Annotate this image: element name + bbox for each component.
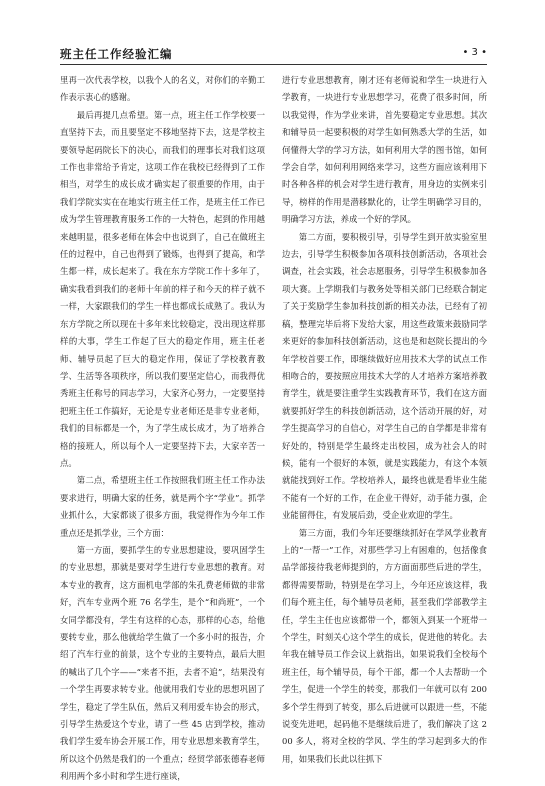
paragraph: 第二点，希望班主任工作按照我们班主任工作办法要求进行，明确大家的任务，就是两个字“学业”。抓学业抓什么，大家都谈了很多方面，我觉得作为今年工作重点还是抓学业，三个方面： [60, 475, 265, 538]
header-title: 班主任工作经验汇编 [60, 47, 173, 61]
paragraph: 第三方面，我们今年还要继续抓好在学风学业教育上的“一帮一”工作，对那些学习上有困难的，包括像食品学部接待我老师提到的，方方面面那些后进的学生，都得需要帮助，特别是在学习上，今年还应该这样，我们每个班主任，每个辅导员老师，甚至我们学部教学主任，学生主任也应该都带一个，都领入到某一个班带一个学生，时刻关心这个学生的成长，促进他的转化。去年我在辅导员工作会议上就指出，如果说我们全校每个班主任，每个辅导员，每个干部，都一个人去帮助一个学生，促进一个学生的转变，那我们一年就可以有 200 多个学生得到了转变，那么后进就可以跟进一些，不能说变先进吧，起码他不是继续后进了，我们解决了这 200 多人，将对全校的学风、学生的学习起到多大的作用，如果我们长此以往抓下 [282, 527, 487, 764]
right-text-column [282, 72, 487, 764]
page-number: • 3 • [462, 47, 487, 58]
left-text-column [60, 72, 265, 782]
paragraph: 里再一次代表学校，以我个人的名义，对你们的辛勤工作表示衷心的感谢。 [60, 75, 265, 103]
paragraph: 最后再提几点希望。第一点，班主任工作学校要一直坚持下去，而且要坚定不移地坚持下去，这是学校主要领导起码院长下的决心，而我们的理事长对我们这项工作也非常给予肯定，这项工作在我校已经得到了工作相当，对学生的成长成才确实起了很重要的作用，由于我们学院实实在在地实行班主任工作，是班主任工作已成为学生管理教育服务工作的一大特色，起到的作用越来越明显，很多老师在体会中也说到了，自己在做班主任的过程中，自己也得到了锻炼，也得到了提高，和学生都一样，成长起来了。我在东方学院工作十多年了，确实我看到我们的老师十年前的样子和今天的样子就不一样，大家跟我们的学生一样也都成长成熟了。我认为东方学院之所以现在十多年来比较稳定，没出现这样那样的大事，学生工作起了巨大的稳定作用，班主任老师、辅导员起了巨大的稳定作用，保证了学校教育教学、生活等各项秩序，所以我们要坚定信心，而我得优秀班主任称号的同志学习，大家齐心努力，一定要坚持把班主任工作搞好，无论是专业老师还是非专业老师，我们的目标都是一个，为了学生成长成才，为了培养合格的接班人，所以每个人一定要坚持下去，大家辛苦一点。 [60, 109, 265, 468]
paragraph: 第二方面，要积极引导，引导学生到开放实验室里边去，引导学生积极参加各项科技创新活动，各项社会调查，社会实践，社会志愿服务，引导学生积极参加各项大赛。上学期我们与教务处等相关部门已经联合制定了关于奖励学生参加科技创新的相关办法，已经有了初稿，整理完毕后将下发给大家，用这些政策来鼓励同学来更好的参加科技创新活动，这也是和赵院长提出的今年学校首要工作，即继续做好应用技术大学的试点工作相吻合的，要按照应用技术大学的人才培养方案培养教育学生，就是要注重学生实践教育环节，我们在这方面就要抓好学生的科技创新活动，这个活动开展的好，对学生提高学习的自信心，对学生自己的自学都是非常有好处的，特别是学生最终走出校园，成为社会人的时候，能有一个很好的本领，就是实践能力，有这个本领就能找到好工作。学校培养人，最终也就是看毕业生能不能有一个好的工作，在企业干得好，动手能力强，企业能留得住，有发展后劲，受企业欢迎的学生。 [282, 231, 487, 521]
page-header [60, 44, 487, 65]
paragraph: 第一方面，要抓学生的专业思想建设，要巩固学生的专业思想，那就是要对学生进行专业思想的教育。对本专业的教育，这方面机电学部的朱孔费老师做的非常好，汽车专业两个班 76 名学生，是个“和尚班”，一个女同学都没有，学生有这样的心态，那样的心态，给他要转专业，那么他就给学生做了一个多小时的报告，介绍了汽车行业的前景，这个专业的主要特点，最后大胆的喊出了几个字——“来者不拒，去者不追”，结果没有一个学生再要求转专业。他就用我们专业的思想巩固了学生，稳定了学生队伍，然后又利用爱车协会的形式，引导学生热爱这个专业，请了一些 45 店到学校，推动我们学生爱车协会开展工作，用专业思想来教育学生，所以这个仍然是我们的一个重点；经贸学部张德春老师利用两个多小时和学生进行座谈， [60, 544, 265, 782]
paragraph: 进行专业思想教育，刚才还有老师说和学生一块进行入学教育，一块进行专业思想学习，花费了很多时间，所以我觉得，作为学业来讲，首先要稳定专业思想。其次和辅导员一起要积极的对学生如何熟悉大学的生活，如何懂得大学的学习方法，如何利用大学的图书馆，如何学会自学，如何利用网络来学习，这些方面应该利用下时各种各样的机会对学生进行教育，用身边的实例来引导，榜样的作用是潜移默化的，让学生明确学习目的，明确学习方法，养成一个好的学风。 [282, 75, 487, 225]
